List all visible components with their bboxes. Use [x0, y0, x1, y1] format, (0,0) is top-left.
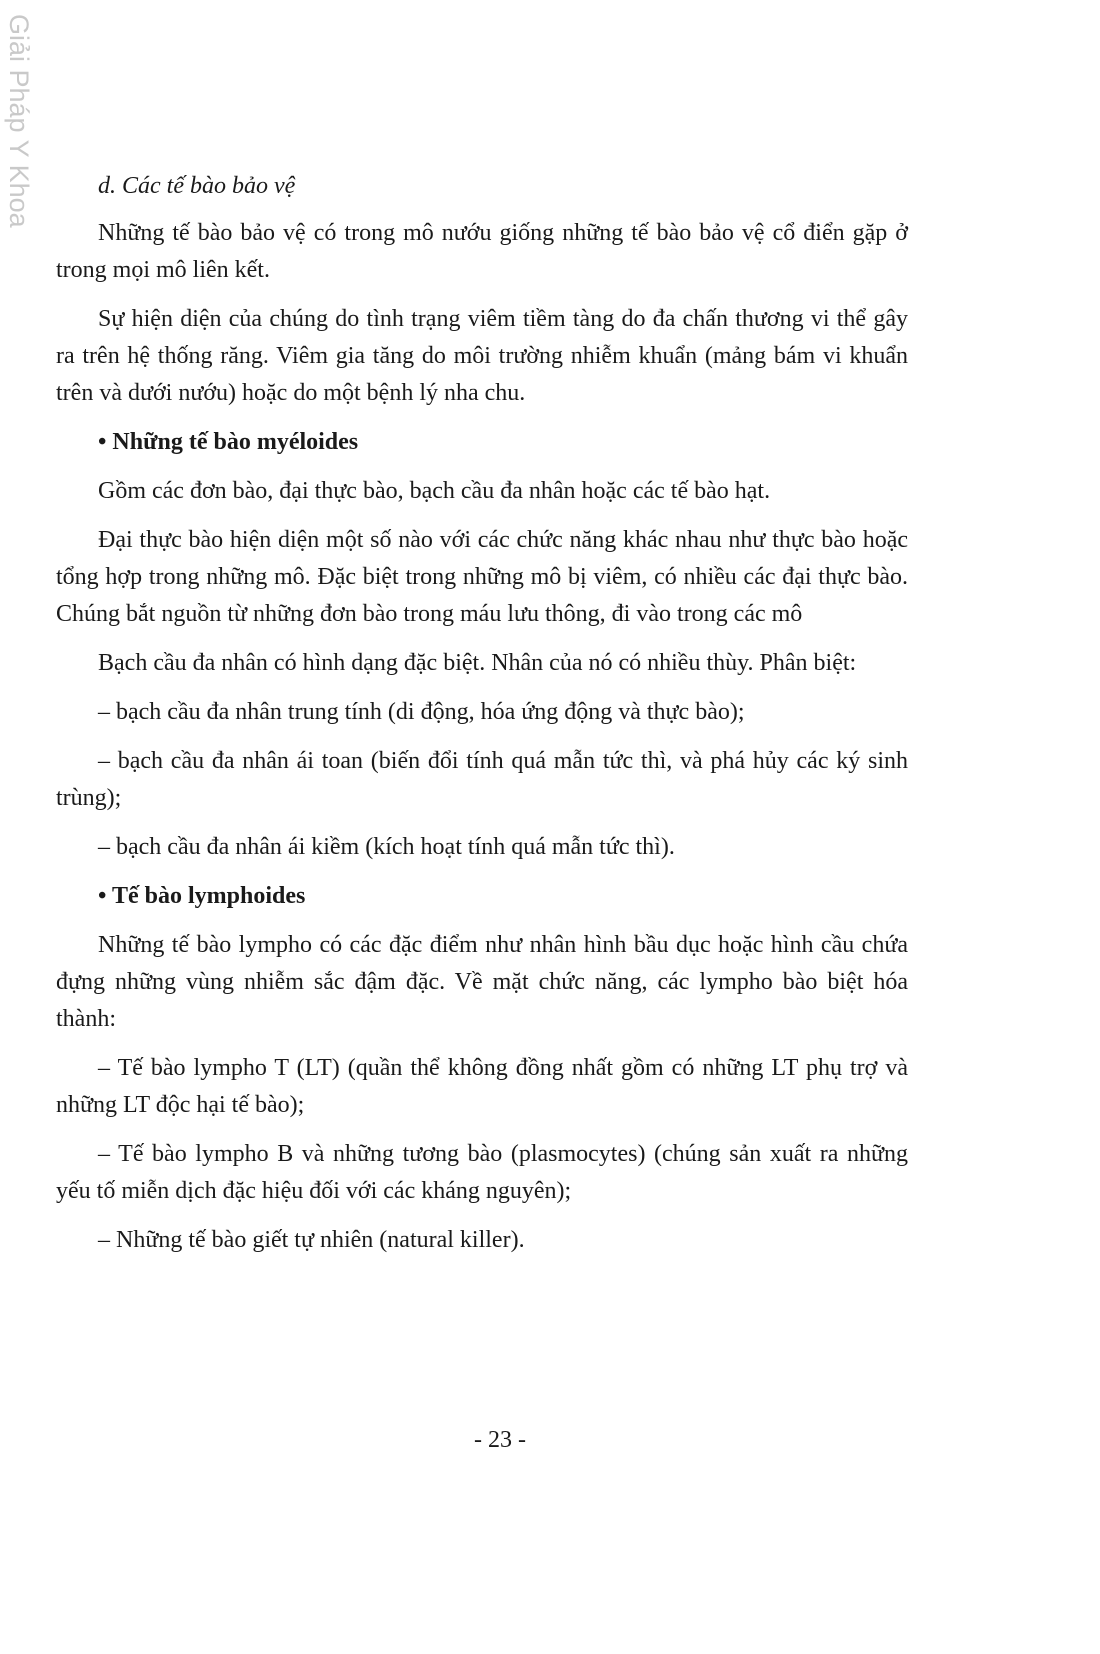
paragraph-1: Những tế bào bảo vệ có trong mô nướu giống những tế bào bảo vệ cổ điển gặp ở trong mọi mô liên kết.: [56, 220, 908, 283]
list-item-neutrophil: – bạch cầu đa nhân trung tính (di động, hóa ứng động và thực bào);: [98, 699, 745, 725]
paragraph-4: Đại thực bào hiện diện một số nào với các chức năng khác nhau như thực bào hoặc tổng hợp trong những mô. Đặc biệt trong những mô bị viêm, có nhiều các đại thực bào. Chúng bắt nguồn từ những đơn bào trong máu lưu thông, đi vào trong các mô: [56, 527, 908, 627]
list-item-natural-killer: – Những tế bào giết tự nhiên (natural killer).: [98, 1227, 525, 1253]
bullet-heading-myeloides: • Những tế bào myéloides: [98, 429, 359, 455]
list-item-basophil: – bạch cầu đa nhân ái kiềm (kích hoạt tính quá mẫn tức thì).: [98, 834, 675, 860]
list-item-lymphocyte-t: – Tế bào lympho T (LT) (quần thể không đồng nhất gồm có những LT phụ trợ và những LT độc hại tế bào);: [56, 1055, 908, 1118]
section-title: d. Các tế bào bảo vệ: [98, 173, 296, 199]
bullet-heading-lymphoides: • Tế bào lymphoides: [98, 883, 306, 909]
paragraph-5: Bạch cầu đa nhân có hình dạng đặc biệt. Nhân của nó có nhiều thùy. Phân biệt:: [98, 650, 857, 676]
list-item-eosinophil: – bạch cầu đa nhân ái toan (biến đổi tính quá mẫn tức thì, và phá hủy các ký sinh trùng);: [56, 748, 908, 811]
page-number: - 23 -: [474, 1427, 526, 1453]
page-body: [56, 168, 908, 1271]
paragraph-9: Những tế bào lympho có các đặc điểm như nhân hình bầu dục hoặc hình cầu chứa đựng những vùng nhiễm sắc đậm đặc. Về mặt chức năng, các lympho bào biệt hóa thành:: [56, 932, 908, 1032]
watermark-text: Giải Pháp Y Khoa: [4, 14, 34, 228]
paragraph-2: Sự hiện diện của chúng do tình trạng viêm tiềm tàng do đa chấn thương vi thể gây ra trên hệ thống răng. Viêm gia tăng do môi trường nhiễm khuẩn (mảng bám vi khuẩn trên và dưới nướu) hoặc do một bệnh lý nha chu.: [56, 306, 908, 406]
paragraph-3: Gồm các đơn bào, đại thực bào, bạch cầu đa nhân hoặc các tế bào hạt.: [98, 478, 771, 504]
list-item-lymphocyte-b: – Tế bào lympho B và những tương bào (plasmocytes) (chúng sản xuất ra những yếu tố miễn dịch đặc hiệu đối với các kháng nguyên);: [56, 1141, 908, 1204]
